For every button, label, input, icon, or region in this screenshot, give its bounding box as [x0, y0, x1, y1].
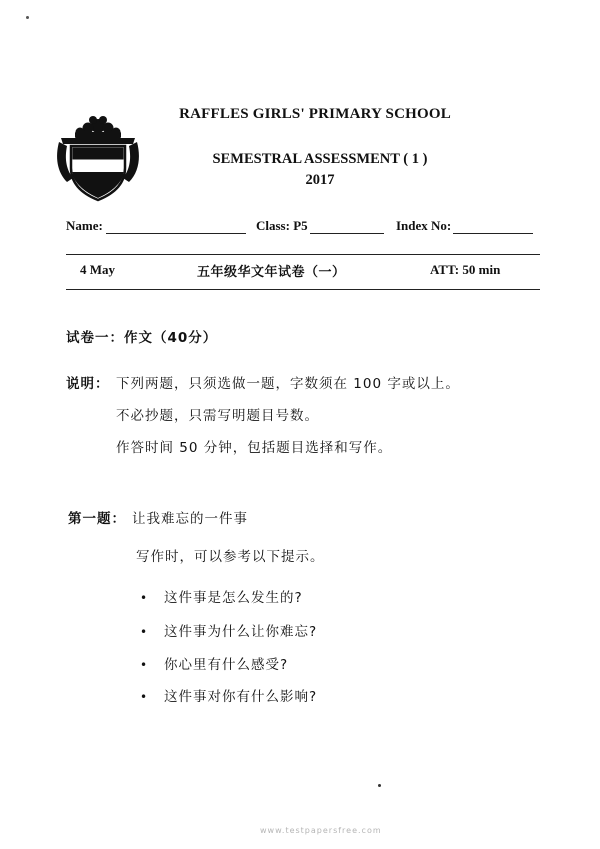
instructions-label: 说明：: [66, 376, 110, 392]
list-item: [140, 620, 317, 640]
bullet-icon: •: [140, 591, 149, 605]
school-crest-icon: [55, 112, 141, 204]
hint-text: 这件事为什么让你难忘?: [164, 624, 318, 640]
hint-text: 这件事对你有什么影响?: [164, 689, 318, 705]
hint-text: 这件事是怎么发生的?: [164, 590, 303, 606]
class-label: Class: P5: [256, 218, 308, 233]
exam-date: 4 May: [80, 262, 116, 277]
footer-watermark: www.testpapersfree.com: [260, 826, 382, 835]
list-item: [140, 653, 288, 673]
question-title: 让我难忘的一件事: [132, 511, 248, 527]
bullet-icon: •: [140, 625, 149, 639]
school-name: RAFFLES GIRLS' PRIMARY SCHOOL: [179, 106, 451, 122]
exam-title: 五年级华文年试卷（一）: [197, 265, 346, 280]
name-field[interactable]: [106, 221, 246, 234]
top-divider: [66, 254, 540, 255]
assessment-title: SEMESTRAL ASSESSMENT ( 1 ): [212, 151, 428, 167]
instruction-line: 不必抄题，只需写明题目号数。: [116, 408, 319, 424]
index-label: Index No:: [396, 218, 452, 233]
instruction-line: 下列两题，只须选做一题，字数须在 100 字或以上。: [116, 376, 460, 392]
hint-text: 你心里有什么感受?: [164, 657, 289, 673]
bottom-divider: [66, 289, 540, 290]
class-field[interactable]: [310, 221, 384, 234]
instruction-line: 作答时间 50 分钟，包括题目选择和写作。: [116, 440, 393, 456]
paper-heading: 试卷一：作文（40分）: [66, 330, 218, 346]
hint-intro: 写作时，可以参考以下提示。: [136, 549, 325, 565]
question-label: 第一题：: [68, 511, 126, 527]
scan-speck: [26, 16, 29, 19]
list-item: [140, 685, 317, 705]
exam-duration: ATT: 50 min: [430, 262, 501, 277]
assessment-year: 2017: [305, 172, 335, 188]
name-label: Name:: [66, 218, 103, 233]
index-field[interactable]: [453, 221, 533, 234]
list-item: [140, 586, 303, 606]
bullet-icon: •: [140, 658, 149, 672]
scan-speck: [378, 784, 381, 787]
bullet-icon: •: [140, 690, 149, 704]
